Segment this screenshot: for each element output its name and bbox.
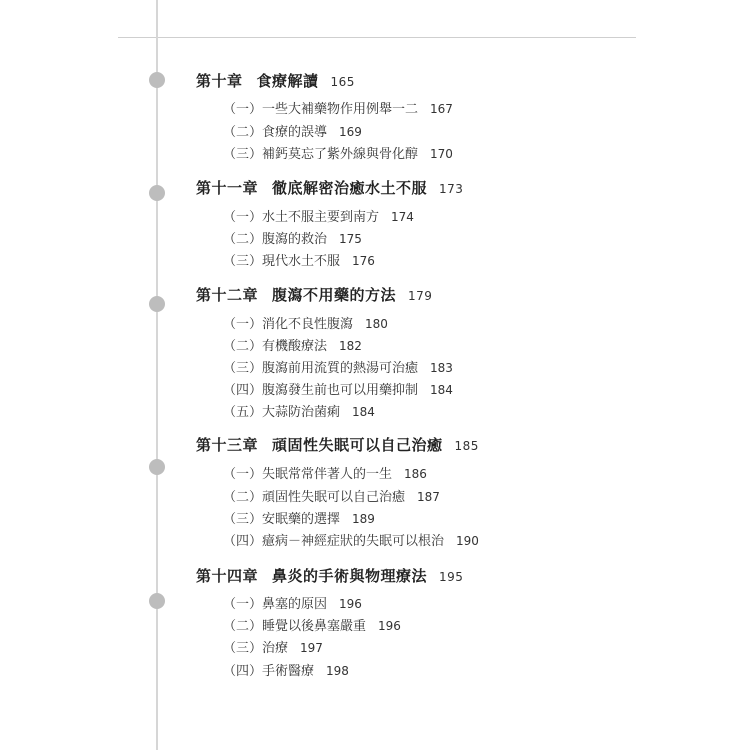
toc-item bbox=[223, 250, 375, 269]
chapter-number: 第十三章 bbox=[196, 436, 259, 454]
toc-item bbox=[223, 530, 479, 549]
toc-item-label: （四）手術醫療 bbox=[223, 664, 315, 679]
toc-item-page: 183 bbox=[430, 361, 453, 375]
toc-item bbox=[223, 593, 362, 612]
toc-item-page: 187 bbox=[417, 490, 440, 504]
timeline-dot bbox=[149, 459, 165, 475]
toc-item bbox=[223, 98, 453, 117]
toc-item-page: 198 bbox=[326, 664, 349, 678]
timeline-dot bbox=[149, 296, 165, 312]
chapter-page: 165 bbox=[330, 75, 355, 89]
toc-item bbox=[223, 637, 323, 656]
toc-item-label: （一）水土不服主要到南方 bbox=[223, 210, 380, 225]
toc-item-page: 182 bbox=[339, 339, 362, 353]
toc-item-label: （一）一些大補藥物作用例舉一二 bbox=[223, 102, 419, 117]
chapter-page: 179 bbox=[408, 289, 433, 303]
toc-item-label: （四）腹瀉發生前也可以用藥抑制 bbox=[223, 383, 419, 398]
chapter-title: 腹瀉不用藥的方法 bbox=[272, 286, 397, 304]
chapter-page: 195 bbox=[439, 570, 464, 584]
toc-item bbox=[223, 143, 453, 162]
timeline-rule bbox=[156, 0, 158, 750]
toc-item bbox=[223, 121, 362, 140]
toc-item-label: （二）睡覺以後鼻塞嚴重 bbox=[223, 619, 367, 634]
toc-item-page: 196 bbox=[339, 597, 362, 611]
toc-item-label: （一）鼻塞的原因 bbox=[223, 597, 328, 612]
toc-item-label: （三）安眠藥的選擇 bbox=[223, 512, 341, 527]
toc-item-page: 186 bbox=[404, 467, 427, 481]
chapter-number: 第十章 bbox=[196, 72, 243, 90]
toc-item-page: 169 bbox=[339, 125, 362, 139]
toc-item-label: （三）治療 bbox=[223, 641, 289, 656]
toc-item bbox=[223, 508, 375, 527]
toc-item-label: （一）消化不良性腹瀉 bbox=[223, 317, 354, 332]
toc-item-label: （三）補鈣莫忘了紫外線與骨化醇 bbox=[223, 147, 419, 162]
chapter-number: 第十二章 bbox=[196, 286, 259, 304]
toc-item-label: （四）癔病－神經症狀的失眠可以根治 bbox=[223, 534, 445, 549]
toc-item bbox=[223, 228, 362, 247]
toc-item-page: 176 bbox=[352, 254, 375, 268]
toc-item bbox=[223, 660, 349, 679]
toc-item-page: 184 bbox=[430, 383, 453, 397]
chapter-heading bbox=[196, 70, 355, 91]
toc-item bbox=[223, 401, 375, 420]
toc-item-label: （二）腹瀉的救治 bbox=[223, 232, 328, 247]
toc-item-page: 196 bbox=[378, 619, 401, 633]
toc-item-label: （一）失眠常常伴著人的一生 bbox=[223, 467, 393, 482]
toc-item-page: 189 bbox=[352, 512, 375, 526]
chapter-title: 鼻炎的手術與物理療法 bbox=[272, 567, 428, 585]
toc-item bbox=[223, 463, 427, 482]
chapter-page: 173 bbox=[439, 182, 464, 196]
chapter-heading bbox=[196, 177, 463, 198]
toc-item-label: （二）有機酸療法 bbox=[223, 339, 328, 354]
toc-item-page: 180 bbox=[365, 317, 388, 331]
chapter-heading bbox=[196, 434, 479, 455]
toc-item bbox=[223, 486, 440, 505]
toc-item-page: 167 bbox=[430, 102, 453, 116]
toc-item-page: 197 bbox=[300, 641, 323, 655]
timeline-dot bbox=[149, 185, 165, 201]
toc-item-label: （二）頑固性失眠可以自己治癒 bbox=[223, 490, 406, 505]
toc-item-page: 170 bbox=[430, 147, 453, 161]
timeline-dot bbox=[149, 72, 165, 88]
toc-item bbox=[223, 357, 453, 376]
toc-item-page: 174 bbox=[391, 210, 414, 224]
top-rule bbox=[118, 37, 636, 38]
chapter-title: 徹底解密治癒水土不服 bbox=[272, 179, 428, 197]
toc-item bbox=[223, 615, 401, 634]
toc-item-page: 184 bbox=[352, 405, 375, 419]
chapter-title: 食療解讀 bbox=[256, 72, 319, 90]
chapter-page: 185 bbox=[454, 439, 479, 453]
toc-item bbox=[223, 379, 453, 398]
toc-item-label: （三）腹瀉前用流質的熱湯可治癒 bbox=[223, 361, 419, 376]
toc-item bbox=[223, 206, 414, 225]
toc-item-page: 175 bbox=[339, 232, 362, 246]
toc-item bbox=[223, 313, 388, 332]
toc-item-label: （三）現代水土不服 bbox=[223, 254, 341, 269]
chapter-heading bbox=[196, 565, 463, 586]
toc-item bbox=[223, 335, 362, 354]
timeline-dot bbox=[149, 593, 165, 609]
chapter-number: 第十四章 bbox=[196, 567, 259, 585]
chapter-number: 第十一章 bbox=[196, 179, 259, 197]
chapter-heading bbox=[196, 284, 432, 305]
toc-item-page: 190 bbox=[456, 534, 479, 548]
toc-item-label: （二）食療的誤導 bbox=[223, 125, 328, 140]
chapter-title: 頑固性失眠可以自己治癒 bbox=[272, 436, 443, 454]
toc-item-label: （五）大蒜防治菌痢 bbox=[223, 405, 341, 420]
